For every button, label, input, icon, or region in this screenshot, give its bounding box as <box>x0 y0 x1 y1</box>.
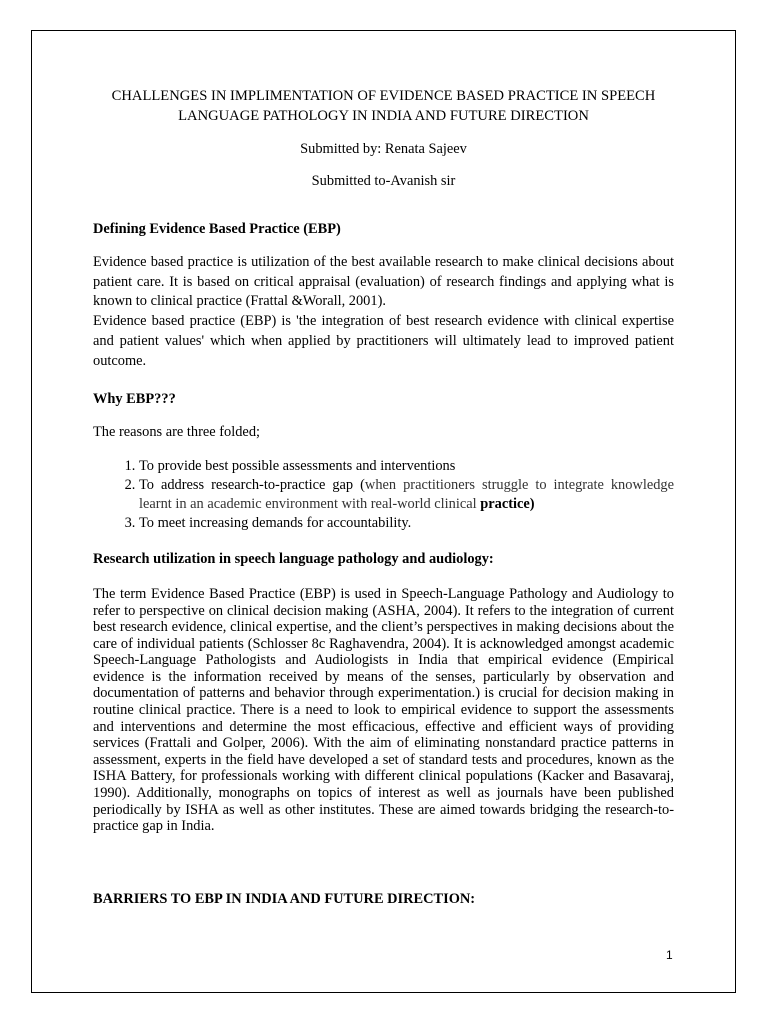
list-item-text-b: when practitioners struggle to integrate knowledge learnt in an academic environment with real-world clinical <box>139 476 675 512</box>
heading-research-utilization: Research utilization in speech language pathology and audiology: <box>93 550 494 567</box>
reasons-intro: The reasons are three folded; <box>93 424 261 441</box>
paragraph-ebp-definition-1: Evidence based practice is utilization of the best available research to make clinical decisions about patient care. It is based on critical appraisal (evaluation) of research findings and applying what is known to clinical practice (Frattal &Worall, 2001). <box>93 254 674 310</box>
list-item <box>139 457 674 476</box>
document-title: CHALLENGES IN IMPLIMENTATION OF EVIDENCE BASED PRACTICE IN SPEECH LANGUAGE PATHOLOGY IN INDIA AND FUTURE DIRECTION <box>111 88 656 124</box>
document-body <box>93 86 674 909</box>
list-item <box>139 476 674 514</box>
list-item-text-a: To address research-to-practice gap ( <box>139 476 365 493</box>
list-item-text-c: practice) <box>480 495 535 512</box>
heading-why-ebp: Why EBP??? <box>93 391 176 408</box>
submitted-to: Submitted to-Avanish sir <box>311 173 456 189</box>
submitted-by: Submitted by: Renata Sajeev <box>300 141 467 157</box>
list-item <box>139 514 674 533</box>
heading-defining-ebp: Defining Evidence Based Practice (EBP) <box>93 221 341 237</box>
heading-barriers: BARRIERS TO EBP IN INDIA AND FUTURE DIRECTION: <box>93 890 476 907</box>
reasons-list <box>93 457 674 533</box>
paragraph-ebp-definition-2: Evidence based practice (EBP) is 'the integration of best research evidence with clinical expertise and patient values' which when applied by practitioners will ultimately lead to improved patient outcome. <box>93 313 674 369</box>
paragraph-research-utilization: The term Evidence Based Practice (EBP) is used in Speech-Language Pathology and Audiology to refer to perspective on clinical decision making (ASHA, 2004). It refers to the integration of current best research evidence, clinical expertise, and the client’s perspectives in making decisions about the care of individual patients (Schlosser 8c Raghavendra, 2004). It is acknowledged amongst academic Speech-Language Pathologists and Audiologists in India that empirical evidence (Empirical evidence is the information received by means of the senses, particularly by observation and documentation of patterns and behavior through experimentation.) is crucial for decision making in routine clinical practice. There is a need to look to empirical evidence to support the assessments and interventions and determine the most efficacious, effective and efficient ways of providing services (Frattali and Golper, 2006). With the aim of eliminating nonstandard practice patterns in assessment, experts in the field have developed a set of standard tests and procedures, known as the ISHA Battery, for professionals working with different clinical populations (Kacker and Basavaraj, 1990). Additionally, monographs on topics of interest as well as journals have been published periodically by ISHA as well as other institutes. These are aimed towards bridging the research-to-practice gap in India. <box>93 585 674 835</box>
list-item-text: To provide best possible assessments and interventions <box>139 457 456 474</box>
list-item-text: To meet increasing demands for accountability. <box>139 514 412 531</box>
page-number: 1 <box>666 948 673 962</box>
